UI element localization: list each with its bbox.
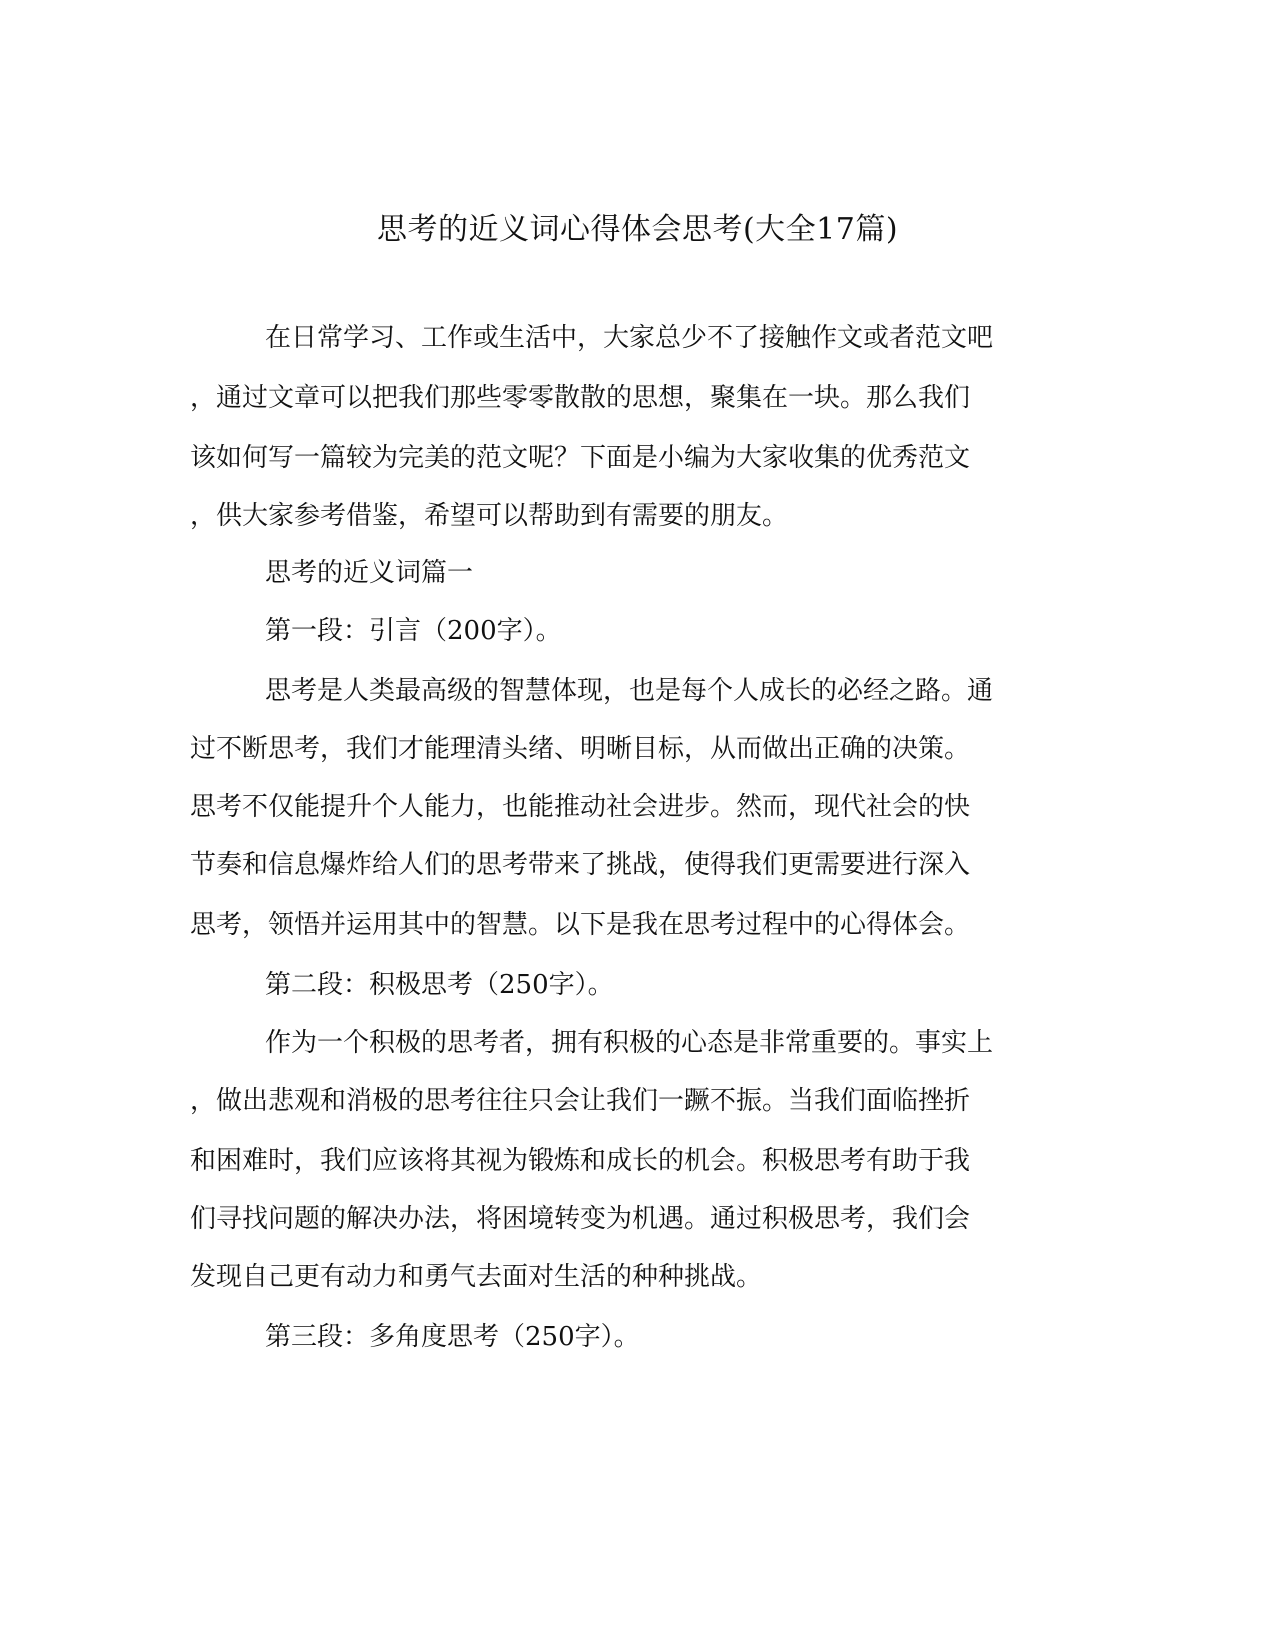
document-title: 思考的近义词心得体会思考(大全17篇)	[376, 212, 899, 247]
body-line: 作为一个积极的思考者，拥有积极的心态是非常重要的。事实上	[265, 1028, 994, 1058]
body-line: 思考，领悟并运用其中的智慧。以下是我在思考过程中的心得体会。	[190, 910, 971, 940]
section-heading: 思考的近义词篇一	[265, 558, 474, 588]
intro-line-2: ，通过文章可以把我们那些零零散散的思想，聚集在一块。那么我们	[190, 383, 971, 413]
body-line: 思考不仅能提升个人能力，也能推动社会进步。然而，现代社会的快	[190, 792, 971, 822]
body-line: 思考是人类最高级的智慧体现，也是每个人成长的必经之路。通	[265, 676, 994, 706]
paragraph-heading-1: 第一段：引言（200字）。	[265, 616, 562, 646]
body-line: 过不断思考，我们才能理清头绪、明晰目标，从而做出正确的决策。	[190, 734, 971, 764]
body-line: 们寻找问题的解决办法，将困境转变为机遇。通过积极思考，我们会	[190, 1204, 971, 1234]
intro-line-4: ，供大家参考借鉴，希望可以帮助到有需要的朋友。	[190, 501, 789, 531]
body-line: 节奏和信息爆炸给人们的思考带来了挑战，使得我们更需要进行深入	[190, 850, 971, 880]
paragraph-heading-3: 第三段：多角度思考（250字）。	[265, 1322, 640, 1352]
body-line: 发现自己更有动力和勇气去面对生活的种种挑战。	[190, 1262, 763, 1292]
intro-line-1: 在日常学习、工作或生活中，大家总少不了接触作文或者范文吧	[265, 323, 994, 353]
body-line: ，做出悲观和消极的思考往往只会让我们一蹶不振。当我们面临挫折	[190, 1086, 971, 1116]
intro-line-3: 该如何写一篇较为完美的范文呢？下面是小编为大家收集的优秀范文	[190, 443, 971, 473]
body-line: 和困难时，我们应该将其视为锻炼和成长的机会。积极思考有助于我	[190, 1146, 971, 1176]
paragraph-heading-2: 第二段：积极思考（250字）。	[265, 970, 614, 1000]
